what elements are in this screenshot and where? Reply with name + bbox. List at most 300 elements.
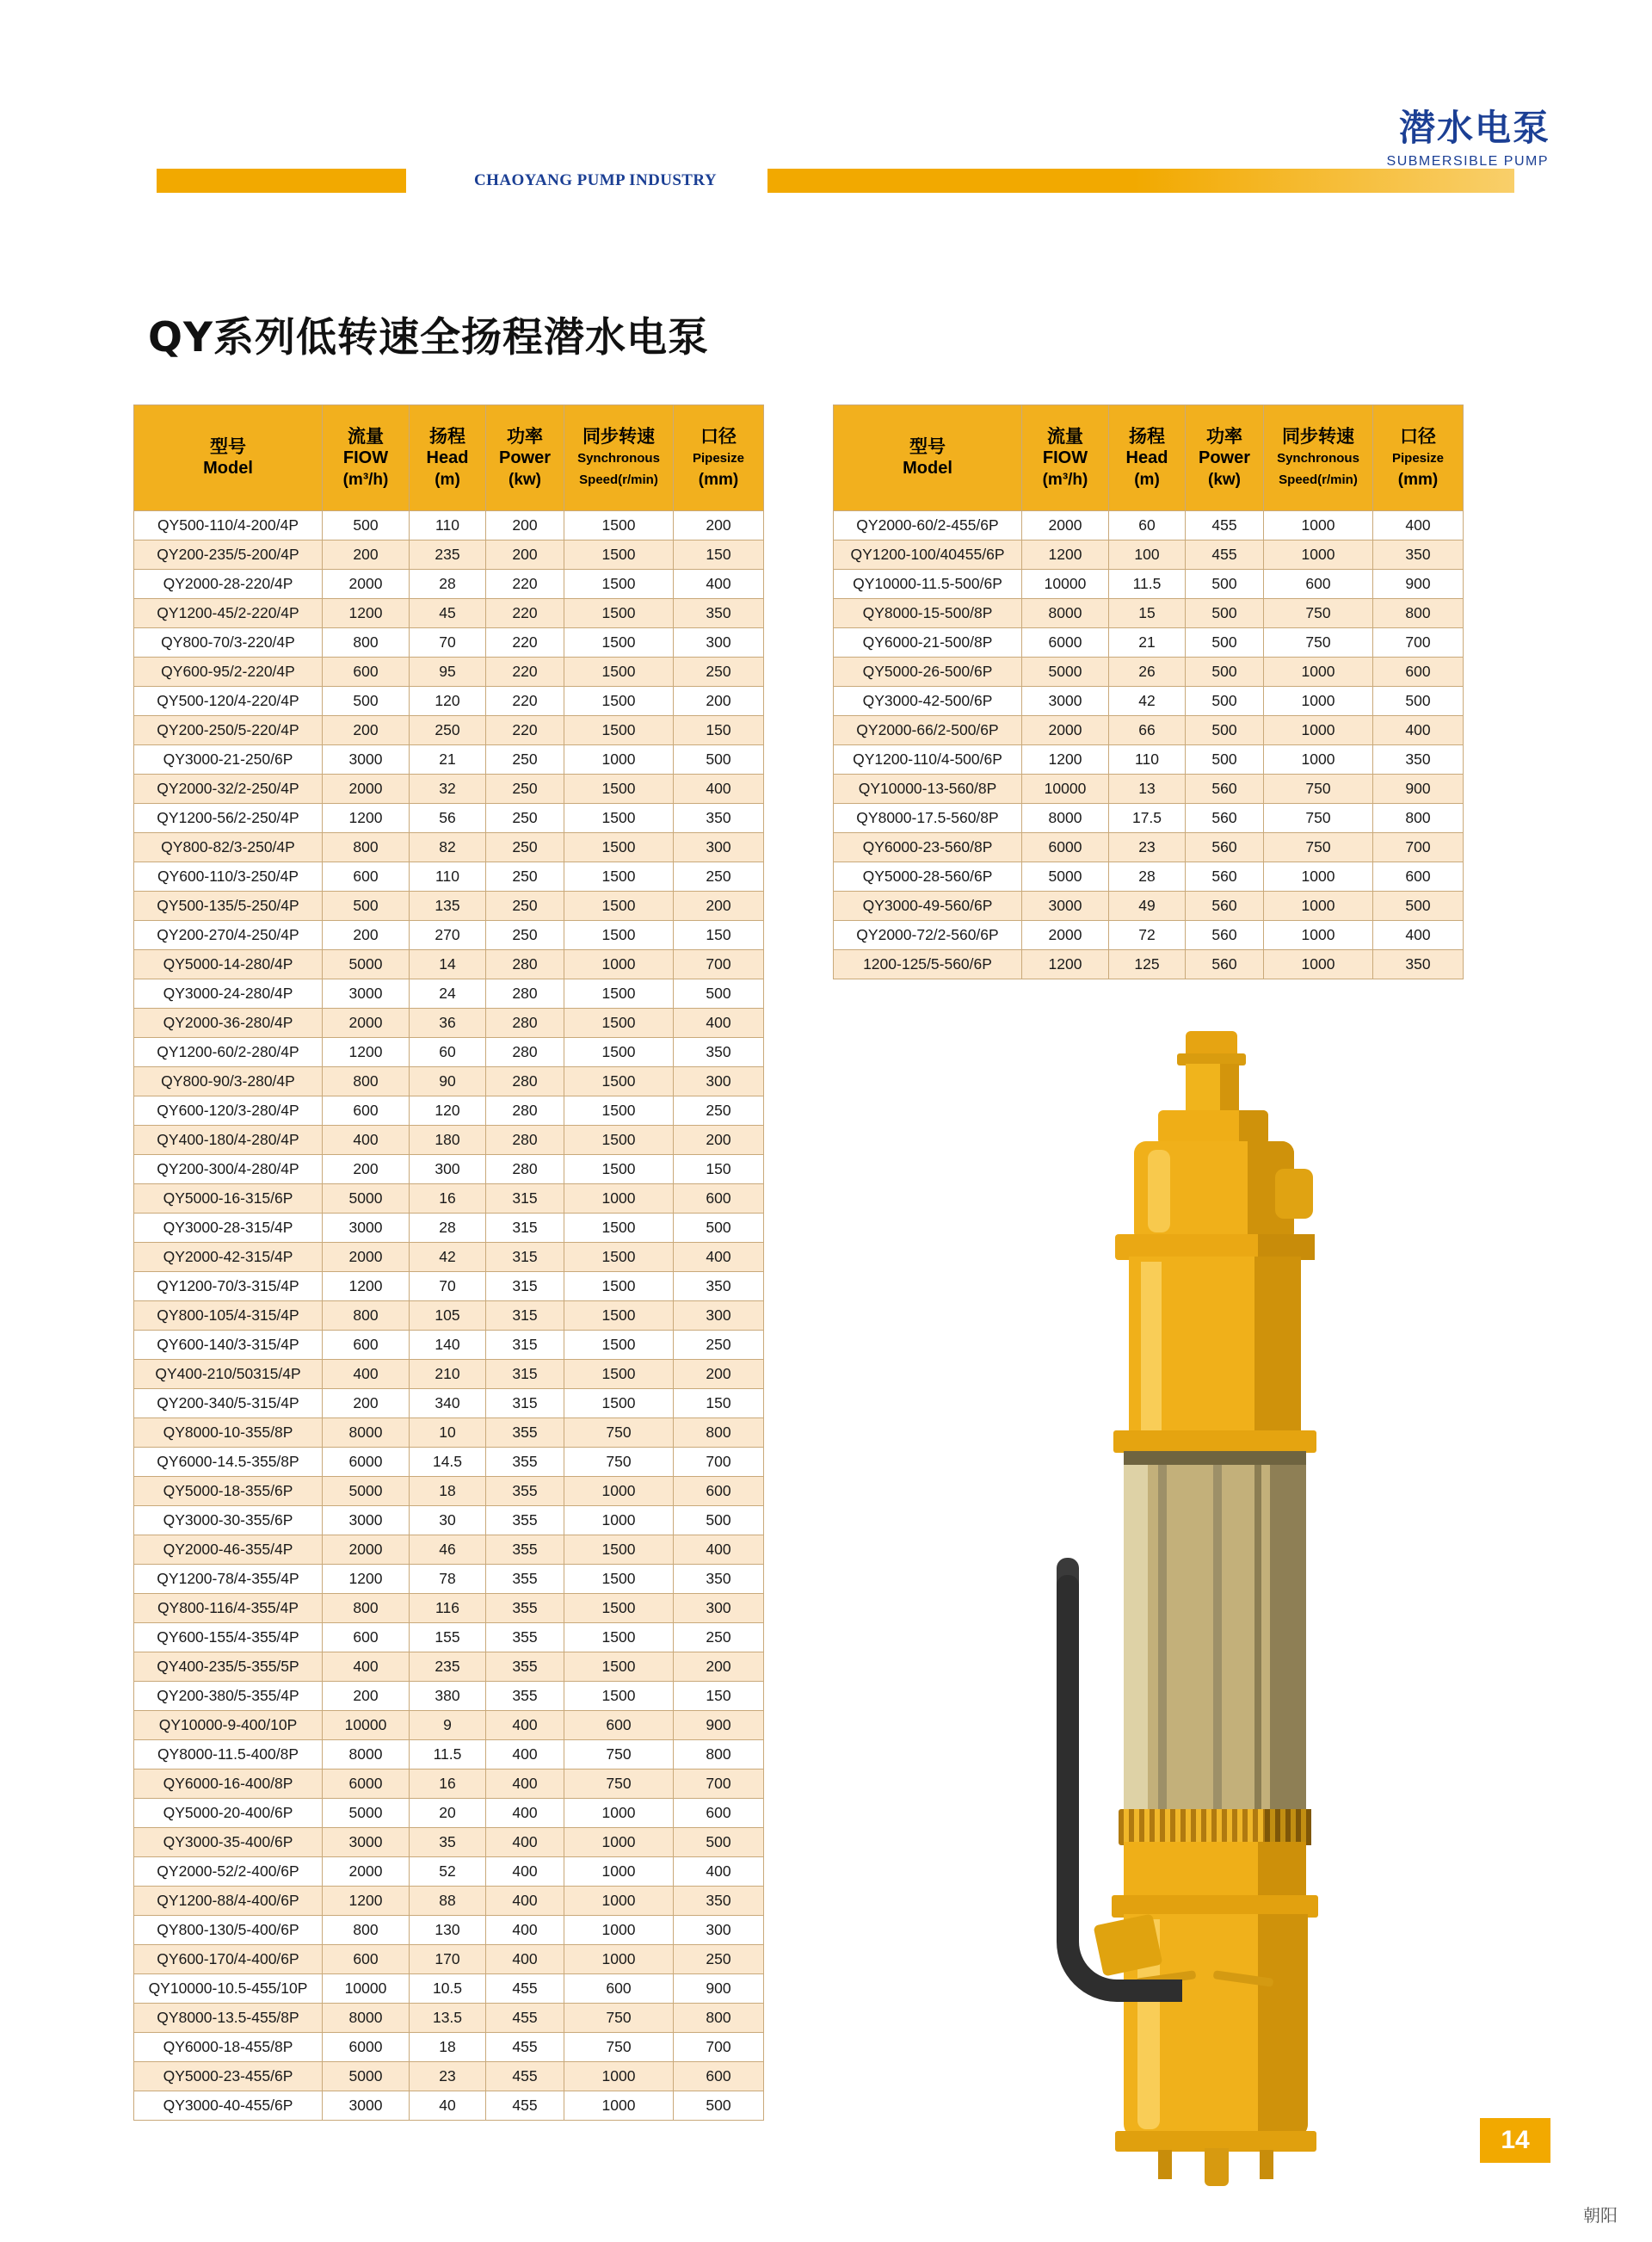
cell-flow: 200 <box>323 921 410 950</box>
cell-pipesize: 250 <box>674 658 764 687</box>
cell-flow: 5000 <box>323 1184 410 1214</box>
cell-power: 355 <box>486 1535 564 1565</box>
cell-head: 88 <box>410 1887 486 1916</box>
table-row <box>134 1594 764 1623</box>
cell-power: 280 <box>486 1038 564 1067</box>
cell-model: QY10000-9-400/10P <box>134 1711 323 1740</box>
cell-model: QY200-380/5-355/4P <box>134 1682 323 1711</box>
cell-model: QY1200-60/2-280/4P <box>134 1038 323 1067</box>
cell-power: 250 <box>486 921 564 950</box>
cell-flow: 2000 <box>323 775 410 804</box>
column-header-speed-unit: Speed(r/min) <box>1279 472 1358 487</box>
cell-head: 15 <box>1109 599 1186 628</box>
cell-model: QY3000-49-560/6P <box>834 892 1022 921</box>
cell-power: 250 <box>486 745 564 775</box>
cell-head: 135 <box>410 892 486 921</box>
cell-head: 28 <box>410 570 486 599</box>
cell-speed: 1000 <box>564 1857 674 1887</box>
cell-power: 400 <box>486 1711 564 1740</box>
cell-head: 13 <box>1109 775 1186 804</box>
cell-speed: 1500 <box>564 1565 674 1594</box>
cell-speed: 1000 <box>1264 511 1373 540</box>
column-header-head <box>410 405 486 511</box>
cell-power: 560 <box>1186 892 1264 921</box>
cell-pipesize: 350 <box>674 1887 764 1916</box>
cell-model: QY1200-78/4-355/4P <box>134 1565 323 1594</box>
cell-power: 500 <box>1186 745 1264 775</box>
header-accent-bar <box>157 169 1514 193</box>
cell-speed: 1500 <box>564 1623 674 1652</box>
cell-flow: 200 <box>323 1155 410 1184</box>
pump-side-lug <box>1275 1169 1313 1219</box>
table-row <box>134 1272 764 1301</box>
cell-power: 400 <box>486 1828 564 1857</box>
table-row <box>134 1418 764 1448</box>
cell-model: QY2000-72/2-560/6P <box>834 921 1022 950</box>
cell-head: 45 <box>410 599 486 628</box>
pump-upper-body-shadow <box>1254 1257 1301 1437</box>
cell-flow: 6000 <box>323 2033 410 2062</box>
cell-model: QY8000-15-500/8P <box>834 599 1022 628</box>
cell-flow: 600 <box>323 1096 410 1126</box>
cell-speed: 1500 <box>564 892 674 921</box>
table-row <box>134 628 764 658</box>
cell-power: 315 <box>486 1301 564 1331</box>
cell-speed: 1500 <box>564 658 674 687</box>
table-row <box>134 1828 764 1857</box>
cell-model: QY2000-32/2-250/4P <box>134 775 323 804</box>
cell-pipesize: 500 <box>674 1214 764 1243</box>
cell-speed: 1000 <box>1264 540 1373 570</box>
cell-flow: 6000 <box>1022 628 1109 658</box>
cell-power: 220 <box>486 658 564 687</box>
cell-power: 400 <box>486 1857 564 1887</box>
table-row <box>134 1067 764 1096</box>
column-header-head-en: Head <box>1125 448 1168 467</box>
cell-flow: 600 <box>323 862 410 892</box>
page-header <box>0 0 1652 224</box>
cell-pipesize: 400 <box>674 1857 764 1887</box>
table-row <box>134 2033 764 2062</box>
cell-flow: 3000 <box>1022 892 1109 921</box>
table-row <box>134 804 764 833</box>
cell-speed: 1000 <box>564 745 674 775</box>
cell-power: 560 <box>1186 775 1264 804</box>
cell-model: QY200-300/4-280/4P <box>134 1155 323 1184</box>
cell-head: 36 <box>410 1009 486 1038</box>
cell-model: QY3000-24-280/4P <box>134 979 323 1009</box>
cell-speed: 750 <box>564 1418 674 1448</box>
column-header-power-unit: (kw) <box>509 470 541 489</box>
cell-head: 28 <box>410 1214 486 1243</box>
cell-head: 235 <box>410 540 486 570</box>
cell-pipesize: 500 <box>1373 892 1464 921</box>
cell-model: QY6000-21-500/8P <box>834 628 1022 658</box>
cell-flow: 1200 <box>323 804 410 833</box>
cell-speed: 1000 <box>1264 862 1373 892</box>
cell-pipesize: 800 <box>1373 599 1464 628</box>
cell-model: QY5000-20-400/6P <box>134 1799 323 1828</box>
cell-speed: 1500 <box>564 979 674 1009</box>
cell-model: QY1200-100/40455/6P <box>834 540 1022 570</box>
column-header-speed-en: Synchronous <box>577 450 660 466</box>
cell-head: 30 <box>410 1506 486 1535</box>
column-header-power-en: Power <box>498 448 552 467</box>
cell-model: QY8000-17.5-560/8P <box>834 804 1022 833</box>
cell-model: QY2000-66/2-500/6P <box>834 716 1022 745</box>
cell-power: 315 <box>486 1184 564 1214</box>
column-header-head <box>1109 405 1186 511</box>
column-header-speed <box>1264 405 1373 511</box>
cell-model: QY500-135/5-250/4P <box>134 892 323 921</box>
table-row <box>134 1535 764 1565</box>
cell-flow: 800 <box>323 1067 410 1096</box>
cell-head: 23 <box>410 2062 486 2091</box>
cell-power: 355 <box>486 1418 564 1448</box>
cell-flow: 2000 <box>323 570 410 599</box>
table-row <box>134 687 764 716</box>
cell-model: QY600-120/3-280/4P <box>134 1096 323 1126</box>
cell-flow: 3000 <box>323 1828 410 1857</box>
column-header-head-cn: 扬程 <box>429 425 465 447</box>
cell-pipesize: 600 <box>674 1184 764 1214</box>
cell-flow: 6000 <box>323 1448 410 1477</box>
cell-head: 78 <box>410 1565 486 1594</box>
cell-speed: 1500 <box>564 1594 674 1623</box>
table-row <box>134 892 764 921</box>
cell-speed: 1000 <box>564 1477 674 1506</box>
cell-power: 560 <box>1186 833 1264 862</box>
table-row <box>134 1155 764 1184</box>
cell-pipesize: 250 <box>674 1331 764 1360</box>
cell-speed: 600 <box>564 1711 674 1740</box>
cell-power: 355 <box>486 1623 564 1652</box>
cell-head: 16 <box>410 1770 486 1799</box>
cell-power: 200 <box>486 511 564 540</box>
cell-power: 280 <box>486 1155 564 1184</box>
cell-power: 355 <box>486 1506 564 1535</box>
cell-head: 35 <box>410 1828 486 1857</box>
cell-head: 210 <box>410 1360 486 1389</box>
column-header-model <box>134 405 323 511</box>
column-header-speed-unit: Speed(r/min) <box>579 472 658 487</box>
cell-model: QY2000-46-355/4P <box>134 1535 323 1565</box>
cell-flow: 800 <box>323 1301 410 1331</box>
cell-head: 21 <box>1109 628 1186 658</box>
cell-speed: 750 <box>564 2004 674 2033</box>
cell-head: 26 <box>1109 658 1186 687</box>
cell-power: 560 <box>1186 804 1264 833</box>
cell-model: QY2000-60/2-455/6P <box>834 511 1022 540</box>
table-row <box>134 1565 764 1594</box>
cell-pipesize: 400 <box>674 1243 764 1272</box>
cell-speed: 1000 <box>564 1887 674 1916</box>
table-row <box>834 540 1464 570</box>
cell-pipesize: 600 <box>674 2062 764 2091</box>
cell-power: 315 <box>486 1272 564 1301</box>
cell-speed: 1500 <box>564 540 674 570</box>
cell-pipesize: 350 <box>1373 540 1464 570</box>
cell-model: QY6000-16-400/8P <box>134 1770 323 1799</box>
cell-speed: 600 <box>1264 570 1373 599</box>
cell-power: 400 <box>486 1770 564 1799</box>
cell-pipesize: 400 <box>674 775 764 804</box>
cell-speed: 1000 <box>1264 892 1373 921</box>
pump-drain-port <box>1205 2148 1229 2186</box>
specs-table-left <box>133 405 764 2121</box>
cell-pipesize: 150 <box>674 921 764 950</box>
cell-head: 24 <box>410 979 486 1009</box>
table-row <box>134 2062 764 2091</box>
column-header-head-unit: (m) <box>435 470 460 489</box>
table-row <box>834 658 1464 687</box>
cell-flow: 6000 <box>1022 833 1109 862</box>
table-row <box>134 1682 764 1711</box>
pump-collar-shadow <box>1239 1110 1268 1145</box>
cell-model: QY8000-10-355/8P <box>134 1418 323 1448</box>
cell-power: 455 <box>486 1974 564 2004</box>
cell-head: 20 <box>410 1799 486 1828</box>
cell-flow: 3000 <box>323 745 410 775</box>
pump-motor-rib-3 <box>1254 1451 1261 1813</box>
cell-head: 250 <box>410 716 486 745</box>
cell-flow: 800 <box>323 1594 410 1623</box>
submersible-pump-photo <box>955 1024 1437 2186</box>
cell-model: QY3000-28-315/4P <box>134 1214 323 1243</box>
table-row <box>134 2091 764 2121</box>
cell-speed: 1000 <box>564 1945 674 1974</box>
cell-head: 110 <box>410 862 486 892</box>
cell-head: 130 <box>410 1916 486 1945</box>
cell-power: 220 <box>486 628 564 658</box>
cell-speed: 1000 <box>1264 921 1373 950</box>
cell-head: 46 <box>410 1535 486 1565</box>
cell-model: QY600-140/3-315/4P <box>134 1331 323 1360</box>
cell-speed: 1500 <box>564 570 674 599</box>
cell-flow: 10000 <box>323 1974 410 2004</box>
cell-speed: 1000 <box>564 2062 674 2091</box>
cell-head: 42 <box>1109 687 1186 716</box>
cell-head: 380 <box>410 1682 486 1711</box>
cell-speed: 1500 <box>564 862 674 892</box>
cell-power: 400 <box>486 1887 564 1916</box>
pump-neck-shadow <box>1220 1064 1239 1114</box>
table-row <box>134 1770 764 1799</box>
cell-pipesize: 400 <box>1373 511 1464 540</box>
cell-model: QY3000-30-355/6P <box>134 1506 323 1535</box>
pump-motor-highlight <box>1124 1451 1148 1813</box>
column-header-pipesize <box>1373 405 1464 511</box>
cell-speed: 1500 <box>564 1360 674 1389</box>
cell-power: 500 <box>1186 658 1264 687</box>
cell-model: QY200-235/5-200/4P <box>134 540 323 570</box>
cell-speed: 1500 <box>564 1682 674 1711</box>
cell-model: 1200-125/5-560/6P <box>834 950 1022 979</box>
column-header-head-unit: (m) <box>1134 470 1160 489</box>
table-row <box>134 1887 764 1916</box>
cell-power: 280 <box>486 1126 564 1155</box>
cell-head: 120 <box>410 1096 486 1126</box>
cell-power: 315 <box>486 1243 564 1272</box>
cell-power: 400 <box>486 1799 564 1828</box>
table-row <box>134 1389 764 1418</box>
cell-pipesize: 150 <box>674 1389 764 1418</box>
table-row <box>134 1506 764 1535</box>
cell-pipesize: 700 <box>674 1770 764 1799</box>
cell-speed: 1000 <box>564 1799 674 1828</box>
cell-head: 66 <box>1109 716 1186 745</box>
cell-flow: 1200 <box>1022 745 1109 775</box>
cell-speed: 750 <box>564 1740 674 1770</box>
table-row <box>134 658 764 687</box>
column-header-flow-unit: (m³/h) <box>342 470 389 489</box>
cell-model: QY10000-10.5-455/10P <box>134 1974 323 2004</box>
column-header-pipesize-cn: 口径 <box>1400 425 1436 447</box>
cell-power: 280 <box>486 1067 564 1096</box>
table-row <box>834 511 1464 540</box>
cell-power: 500 <box>1186 570 1264 599</box>
cell-head: 180 <box>410 1126 486 1155</box>
table-row <box>134 1740 764 1770</box>
table-row <box>134 716 764 745</box>
column-header-pipesize-en: Pipesize <box>692 450 745 466</box>
pump-tank-shadow <box>1258 1914 1308 2138</box>
cell-power: 500 <box>1186 628 1264 658</box>
cell-model: QY2000-42-315/4P <box>134 1243 323 1272</box>
table-row <box>834 862 1464 892</box>
cell-pipesize: 300 <box>674 628 764 658</box>
cell-pipesize: 300 <box>674 833 764 862</box>
table-row <box>834 687 1464 716</box>
cell-flow: 8000 <box>323 1418 410 1448</box>
cell-flow: 1200 <box>323 1887 410 1916</box>
cell-power: 500 <box>1186 599 1264 628</box>
cell-head: 140 <box>410 1331 486 1360</box>
table-header-row <box>834 405 1464 511</box>
table-row <box>134 775 764 804</box>
cell-pipesize: 400 <box>1373 921 1464 950</box>
cell-pipesize: 300 <box>674 1594 764 1623</box>
cell-model: QY10000-13-560/8P <box>834 775 1022 804</box>
cell-pipesize: 700 <box>674 2033 764 2062</box>
cell-model: QY200-250/5-220/4P <box>134 716 323 745</box>
column-header-model <box>834 405 1022 511</box>
cell-pipesize: 300 <box>674 1301 764 1331</box>
cell-speed: 1000 <box>564 1828 674 1857</box>
cell-head: 56 <box>410 804 486 833</box>
cell-speed: 1500 <box>564 1389 674 1418</box>
table-row <box>134 1916 764 1945</box>
cell-pipesize: 250 <box>674 1945 764 1974</box>
cell-head: 60 <box>1109 511 1186 540</box>
cell-model: QY3000-21-250/6P <box>134 745 323 775</box>
cell-speed: 600 <box>564 1974 674 2004</box>
cell-head: 18 <box>410 2033 486 2062</box>
table-row <box>134 1623 764 1652</box>
table-row <box>134 1009 764 1038</box>
cell-flow: 800 <box>323 628 410 658</box>
pump-foot-right <box>1260 2150 1273 2179</box>
cell-flow: 5000 <box>323 1477 410 1506</box>
cell-power: 455 <box>486 2004 564 2033</box>
cell-flow: 3000 <box>323 1214 410 1243</box>
column-header-flow <box>1022 405 1109 511</box>
cell-pipesize: 350 <box>674 599 764 628</box>
column-header-power-en: Power <box>1198 448 1251 467</box>
cell-model: QY600-110/3-250/4P <box>134 862 323 892</box>
cell-flow: 200 <box>323 1389 410 1418</box>
cell-power: 355 <box>486 1594 564 1623</box>
cell-flow: 5000 <box>323 1799 410 1828</box>
cell-flow: 2000 <box>323 1535 410 1565</box>
table-row <box>134 2004 764 2033</box>
cell-flow: 5000 <box>323 2062 410 2091</box>
cell-power: 455 <box>486 2033 564 2062</box>
cell-model: QY5000-28-560/6P <box>834 862 1022 892</box>
table-row <box>134 599 764 628</box>
cell-head: 14.5 <box>410 1448 486 1477</box>
table-row <box>834 570 1464 599</box>
cell-flow: 1200 <box>1022 540 1109 570</box>
company-title: CHAOYANG PUMP INDUSTRY <box>474 171 717 189</box>
cell-flow: 400 <box>323 1652 410 1682</box>
cell-speed: 1500 <box>564 1243 674 1272</box>
cell-speed: 1500 <box>564 1214 674 1243</box>
cell-pipesize: 500 <box>674 2091 764 2121</box>
pump-motor-shadow <box>1270 1451 1306 1813</box>
cell-pipesize: 200 <box>674 1360 764 1389</box>
cell-flow: 200 <box>323 716 410 745</box>
cell-model: QY500-120/4-220/4P <box>134 687 323 716</box>
cell-pipesize: 600 <box>674 1799 764 1828</box>
cell-speed: 1500 <box>564 716 674 745</box>
cell-head: 70 <box>410 1272 486 1301</box>
pump-cooling-fins-shadow <box>1265 1809 1311 1845</box>
cell-speed: 1500 <box>564 687 674 716</box>
table-row <box>134 1477 764 1506</box>
cell-speed: 750 <box>1264 599 1373 628</box>
cell-pipesize: 700 <box>674 1448 764 1477</box>
cell-speed: 1000 <box>1264 745 1373 775</box>
cell-pipesize: 200 <box>674 892 764 921</box>
cell-model: QY2000-52/2-400/6P <box>134 1857 323 1887</box>
cell-flow: 2000 <box>1022 921 1109 950</box>
cell-pipesize: 600 <box>1373 862 1464 892</box>
cell-speed: 750 <box>1264 775 1373 804</box>
cell-speed: 1000 <box>564 1916 674 1945</box>
cell-flow: 600 <box>323 1331 410 1360</box>
cell-power: 500 <box>1186 716 1264 745</box>
table-row <box>134 921 764 950</box>
cell-model: QY1200-110/4-500/6P <box>834 745 1022 775</box>
cell-model: QY600-170/4-400/6P <box>134 1945 323 1974</box>
cell-flow: 3000 <box>323 2091 410 2121</box>
table-row <box>134 950 764 979</box>
cell-model: QY2000-36-280/4P <box>134 1009 323 1038</box>
cell-pipesize: 600 <box>1373 658 1464 687</box>
table-row <box>134 1448 764 1477</box>
cell-pipesize: 900 <box>1373 570 1464 599</box>
table-row <box>834 892 1464 921</box>
cell-model: QY1200-45/2-220/4P <box>134 599 323 628</box>
cell-power: 280 <box>486 979 564 1009</box>
cell-model: QY500-110/4-200/4P <box>134 511 323 540</box>
cell-pipesize: 350 <box>674 1038 764 1067</box>
cell-model: QY600-155/4-355/4P <box>134 1623 323 1652</box>
cell-power: 400 <box>486 1740 564 1770</box>
cell-power: 220 <box>486 570 564 599</box>
cell-speed: 1000 <box>564 1506 674 1535</box>
